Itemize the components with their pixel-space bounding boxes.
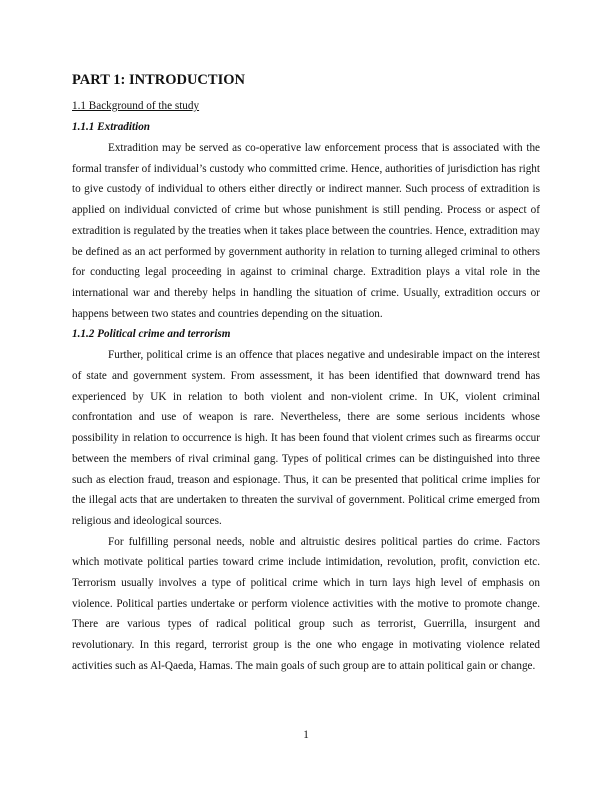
page-number: 1: [303, 729, 309, 741]
subsection-heading-political-crime: 1.1.2 Political crime and terrorism: [72, 328, 231, 341]
document-page: [72, 70, 540, 677]
paragraph-extradition: Extradition may be served as co-operative law enforcement process that is associated with the formal transfer of individual’s custody who committed crime. Hence, authorities of jurisdiction has right to give custody of individual to others either directly or indirect manner. Such process of extradition is applied on individual convicted of crime but whose punishment is still pending. Process or aspect of extradition is regulated by the treaties when it takes place between the countries. Hence, extradition may be defined as an act performed by government authority in relation to turning alleged criminal to others for conducting legal proceeding in against to criminal charge. Extradition plays a vital role in the international war and thereby helps in handling the situation of crime. Usually, extradition occurs or happens between two states and countries depending on the situation.: [72, 142, 540, 320]
part-title: PART 1: INTRODUCTION: [72, 72, 245, 88]
section-heading-background: 1.1 Background of the study: [72, 100, 200, 112]
paragraph-political-crime-2: For fulfilling personal needs, noble and altruistic desires political parties do crime. Factors which motivate political parties toward crime include intimidation, revolution, profit, conviction etc. Terrorism usually involves a type of political crime which in turn lays high level of emphasis on violence. Political parties undertake or perform violence activities with the motive to promote change. There are various types of radical political group such as terrorist, Guerrilla, insurgent and revolutionary. In this regard, terrorist group is the one who engage in motivating violence related activities such as Al-Qaeda, Hamas. The main goals of such group are to attain political gain or change.: [72, 535, 540, 672]
subsection-heading-extradition: 1.1.1 Extradition: [72, 121, 151, 133]
paragraph-political-crime-1: Further, political crime is an offence that places negative and undesirable impact on the interest of state and government system. From assessment, it has been identified that downward trend has experienced by UK in relation to both violent and non-violent crime. In UK, violent criminal confrontation and use of weapon is rare. Nevertheless, there are some serious incidents whose possibility in relation to occurrence is high. It has been found that violent crimes such as firearms occur between the members of rival criminal gang. Types of political crimes can be distinguished into three such as election fraud, treason and espionage. Thus, it can be presented that political crime implies for the illegal acts that are undertaken to threaten the survival of government. Political crime emerged from religious and ideological sources.: [72, 349, 540, 527]
